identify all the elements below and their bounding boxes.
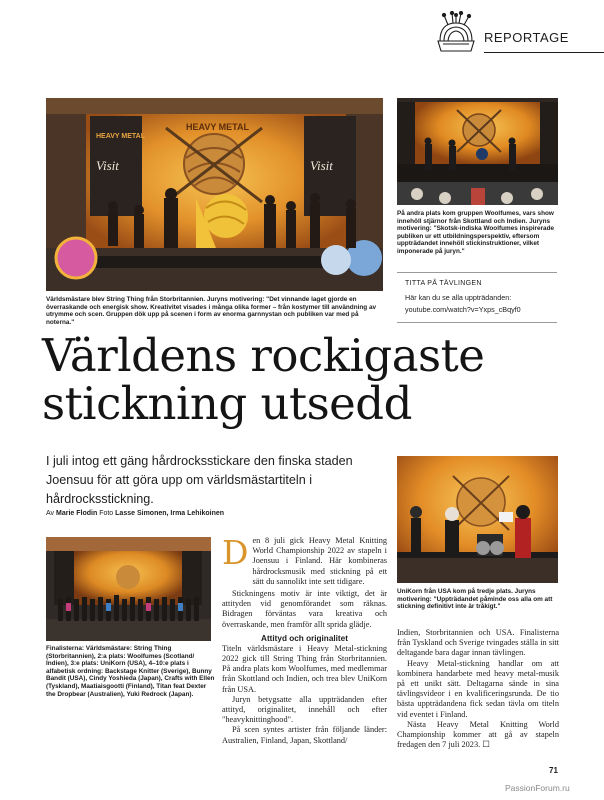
sidebar-title: TITTA PÅ TÄVLINGEN	[405, 280, 482, 287]
article-paragraph-1: en 8 juli gick Heavy Metal Knitting World Championship 2022 av stapeln i Joensuu i Finland. Här kombineras hårdrocksmusik med stickning på ett sätt du sannolikt inte sett tidigare.	[252, 536, 387, 586]
svg-text:Visit: Visit	[310, 158, 333, 173]
photo-finalists	[46, 537, 211, 641]
article-paragraph-2: Stickningens motiv är inte viktigt, det är attityden vid genomförandet som räknas. Bidragen förväntas vara kreativa och överraskande, men framför allt sprida glädje.	[222, 589, 387, 629]
caption-photo1: Världsmästare blev String Thing från Storbritannien. Juryns motivering: "Det vinnande laget gjorde en överraskande och energisk show. Kreativitet visades i många olika former – från kostymer till användning av utrymme och scen. Gruppen dök upp på scenen i form av enorma garnnystan och publiken var med på noterna."	[46, 296, 377, 326]
watch-sidebar	[397, 272, 557, 324]
byline-foto: Foto	[99, 510, 114, 517]
svg-text:HEAVY METAL: HEAVY METAL	[186, 122, 250, 132]
article-column-middle	[222, 533, 387, 746]
byline	[46, 510, 384, 517]
sidebar-text: Här kan du se alla uppträdanden:	[405, 293, 512, 302]
page-number: 71	[549, 766, 558, 775]
article-subhead: Attityd och originalitet	[261, 633, 348, 643]
byline-photographers: Lasse Simonen, Irma Lehikoinen	[115, 510, 225, 517]
lead-paragraph: I juli intog ett gäng hårdrocksstickare den finska staden Joensuu för att göra upp om världsmästartiteln i hårdrocksstickning.	[46, 454, 353, 506]
byline-av: Av	[46, 510, 55, 517]
header-rule	[484, 52, 604, 53]
svg-text:HEAVY METAL: HEAVY METAL	[96, 133, 146, 140]
yarn-pincushion-icon	[434, 11, 480, 57]
photo-unikorn	[397, 456, 558, 583]
dropcap: D	[222, 533, 249, 572]
reportage-header	[432, 10, 604, 58]
watermark: PassionForum.ru	[505, 783, 570, 793]
caption-photo4: UniKorn från USA kom på tredje plats. Juryns motivering: "Uppträdandet påminde oss alla om att stickning definitivt inte är tråkigt."	[397, 588, 553, 611]
caption-photo2: På andra plats kom gruppen Woolfumes, vars show innehöll stjärnor från Skottland och Indien. Juryns motivering: "Skotsk-indiska Woolfumes inspirerade publiken ur ett utbildningsperspektiv, eftersom uppträdandet innehöll stickinstruktioner, vilket imponerade på juryn."	[397, 210, 555, 255]
photo-string-thing	[46, 98, 383, 291]
section-label: REPORTAGE	[484, 30, 569, 45]
caption-photo3: Finalisterna: Världsmästare: String Thing (Storbritannien), 2:a plats: Woolfumes (Scotland/ Indien), 3:e plats: UniKorn (USA), 4–10:e plats i alfabetisk ordning: Backstage Knitter (Sverige), Bunny Bandit (USA), Cindy Yoshieda (Japan), Crafts with Ellen (Tyskland), Maatiaisgootti (Finland), Titan feat Dexter the Dropbear (Australien), Yuki Redrock (Japan).	[46, 645, 215, 698]
article-paragraph-6: Indien, Storbritannien och USA. Finalisterna från Tyskland och Sverige tvingades ställa in sitt deltagande bara dagar innan tävlingen.	[397, 628, 559, 658]
banner-visit-left: Visit	[96, 158, 119, 173]
article-paragraph-4: Juryn betygsatte alla uppträdanden efter attityd, originalitet, innehåll och efter "heavyknittinghood".	[222, 694, 387, 725]
article-paragraph-7: Heavy Metal-stickning handlar om att kombinera handarbete med heavy metal-musik på ett unikt sätt. Deltagarna sände in sina tävlingsvideor i en kvalificeringsrunda. De tio bästa uppträdandena fick sedan tävla om titeln vid eventet i Finland.	[397, 658, 559, 719]
article-column-right	[397, 628, 559, 750]
article-paragraph-5: På scen syntes artister från följande länder: Australien, Finland, Japan, Skottland/	[222, 725, 387, 745]
sidebar-link[interactable]: youtube.com/watch?v=Yxps_cBqyf0	[405, 305, 521, 314]
article-paragraph-8: Nästa Heavy Metal Knitting World Championship kommer att gå av stapeln fredagen den 7 juli 2023. ☐	[397, 719, 559, 750]
byline-author: Marie Flodin	[56, 510, 98, 517]
photo-woolfumes	[397, 98, 558, 205]
article-paragraph-3: Titeln världsmästare i Heavy Metal-stickning 2022 gick till String Thing från Storbritannien. På andra plats kom Woolfumes, med medlemmar från Skottland och Indien, och trea blev UniKorn från USA.	[222, 643, 387, 694]
title-line-1: Världens rockigaste	[42, 329, 485, 382]
title-line-2: stickning utsedd	[42, 377, 412, 430]
article-title	[42, 329, 582, 430]
